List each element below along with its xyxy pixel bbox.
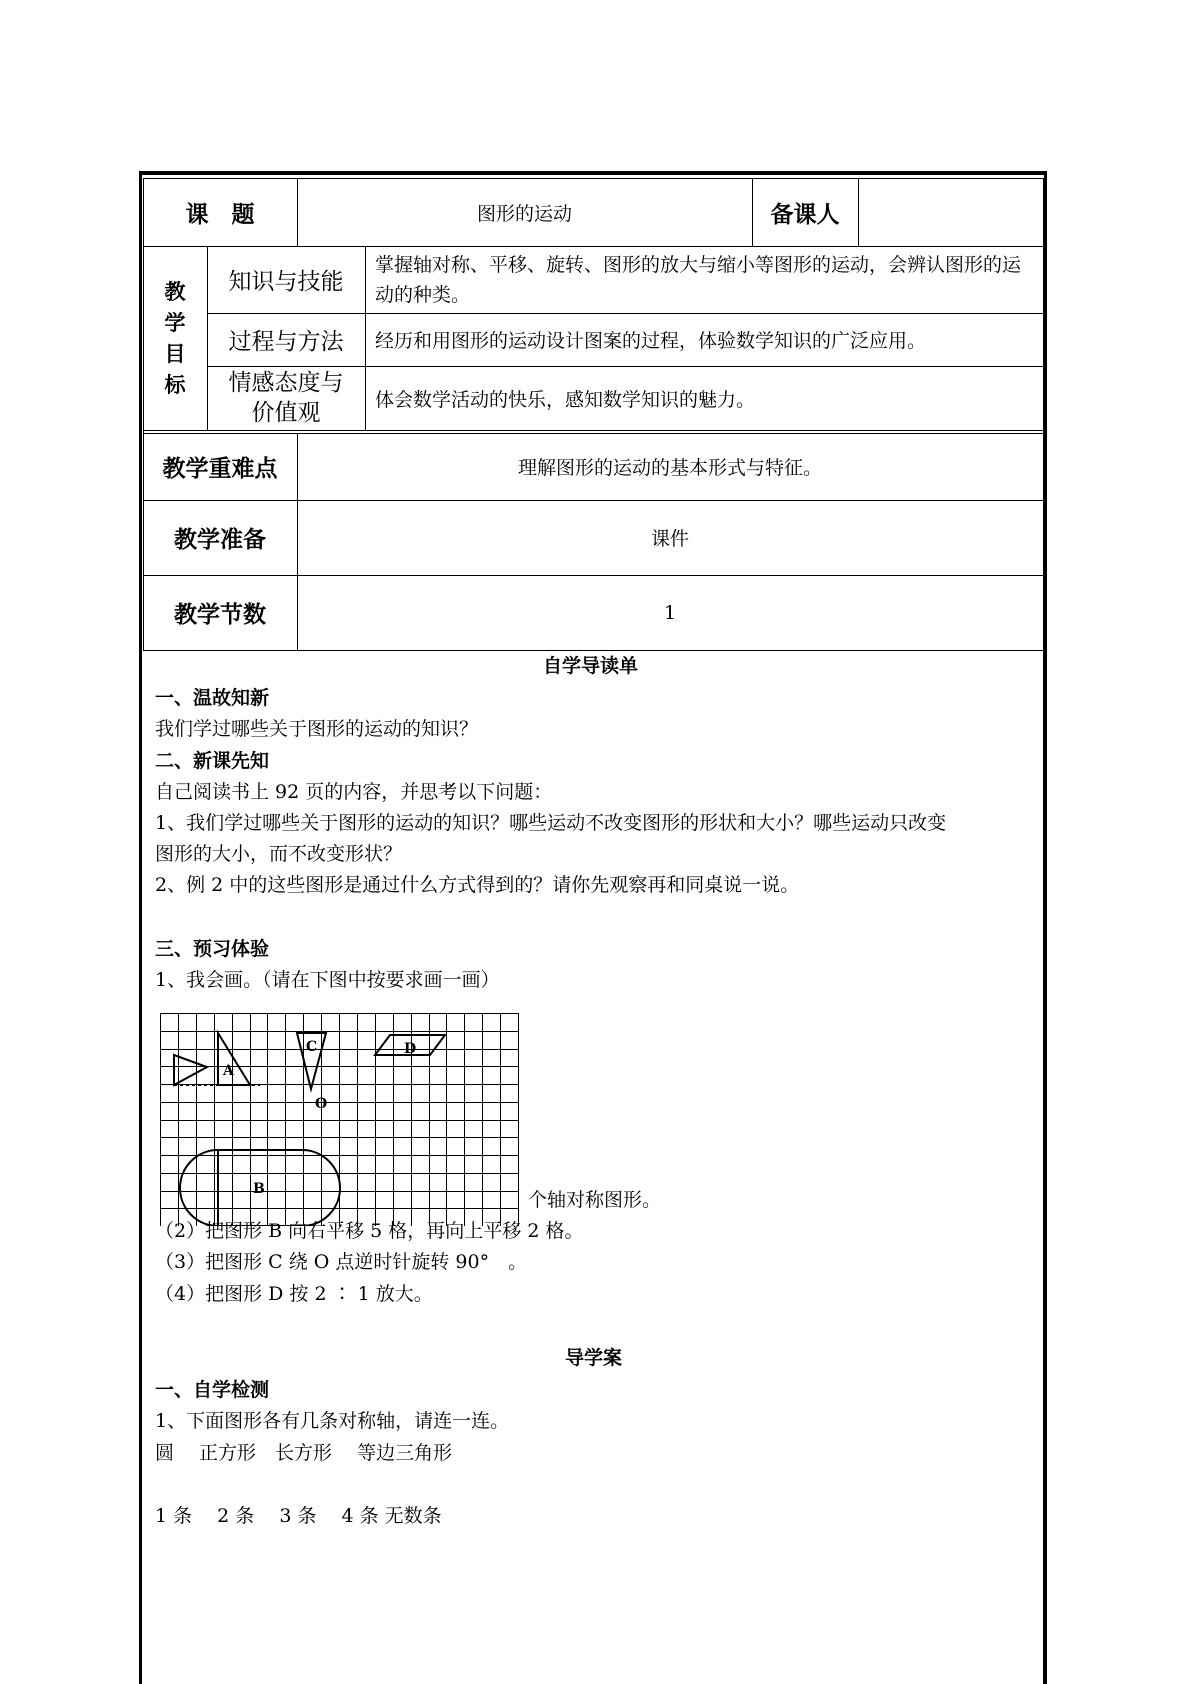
rule [143, 430, 1043, 431]
label-c: C [306, 1039, 318, 1055]
body-text: （2）把图形 B 向右平移 5 格，再向上平移 2 格。 [155, 1220, 584, 1242]
body-text: 我们学过哪些关于图形的运动的知识？ [155, 718, 479, 740]
key-points-label: 教学重难点 [162, 455, 278, 482]
process-label: 过程与方法 [228, 329, 344, 355]
objectives-char: 目 [164, 341, 186, 366]
topic-value: 图形的运动 [476, 202, 572, 225]
body-text: 自己阅读书上 92 页的内容，并思考以下问题： [155, 781, 553, 803]
attitude-label-line: 情感态度与 [228, 370, 344, 396]
guide-title: 导学案 [565, 1347, 623, 1369]
counts-list: 1 条 2 条 3 条 4 条 无数条 [155, 1505, 442, 1527]
periods-label: 教学节数 [174, 601, 266, 628]
body-text: （3）把图形 C 绕 O 点逆时针旋转 90° 。 [155, 1251, 528, 1273]
objectives-group-label [143, 246, 207, 430]
body-text: 1、我会画。（请在下图中按要求画一画） [155, 969, 500, 991]
shapes-list: 圆 正方形 长方形 等边三角形 [155, 1442, 453, 1464]
key-points-value: 理解图形的运动的基本形式与特征。 [517, 457, 822, 479]
grid-svg [160, 1013, 526, 1226]
objectives-char: 教 [164, 279, 186, 304]
objectives-char: 学 [164, 310, 186, 335]
body-text: 1、我们学过哪些关于图形的运动的知识？哪些运动不改变图形的形状和大小？哪些运动只改变 [155, 812, 947, 834]
body-text: 个轴对称图形。 [528, 1189, 662, 1211]
preparation-label: 教学准备 [174, 526, 266, 553]
body-text: 图形的大小，而不改变形状？ [155, 843, 403, 865]
self-study-title: 自学导读单 [543, 655, 639, 677]
section-heading: 一、自学检测 [155, 1379, 270, 1401]
rule [1043, 178, 1044, 1684]
section-heading: 二、新课先知 [155, 750, 270, 772]
body-text: 2、例 2 中的这些图形是通过什么方式得到的？请你先观察再和同桌说一说。 [155, 874, 800, 896]
periods-value: 1 [663, 601, 677, 624]
label-b: B [253, 1181, 265, 1197]
preparation-value: 课件 [650, 528, 689, 550]
preparer-value [858, 178, 1043, 246]
label-a: A [223, 1063, 234, 1079]
section-heading: 一、温故知新 [155, 687, 270, 709]
knowledge-label: 知识与技能 [228, 269, 344, 295]
topic-label: 课 题 [185, 200, 255, 228]
process-text: 经历和用图形的运动设计图案的过程，体验数学知识的广泛应用。 [375, 330, 927, 352]
label-d: D [404, 1041, 417, 1057]
body-text: 1、下面图形各有几条对称轴，请连一连。 [155, 1410, 510, 1432]
section-heading: 三、预习体验 [155, 938, 270, 960]
rule [143, 650, 1043, 651]
drawing-grid [160, 1013, 526, 1230]
attitude-label-line: 价值观 [251, 400, 321, 426]
knowledge-text: 掌握轴对称、平移、旋转、图形的放大与缩小等图形的运动，会辨认图形的运动的种类。 [375, 253, 1022, 306]
attitude-label [207, 366, 365, 430]
objectives-char: 标 [164, 372, 186, 397]
label-o: O [315, 1096, 328, 1112]
attitude-text: 体会数学活动的快乐，感知数学知识的魅力。 [375, 388, 756, 411]
preparer-label: 备课人 [770, 200, 840, 228]
body-text: （4）把图形 D 按 2 ∶ 1 放大。 [155, 1283, 433, 1305]
